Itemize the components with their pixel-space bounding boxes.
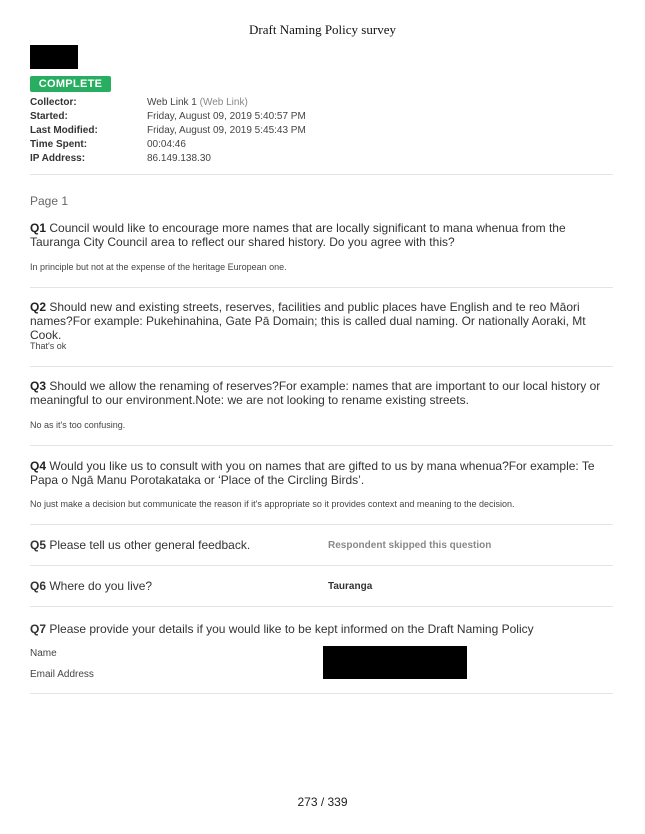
question-text: Should new and existing streets, reserves, facilities and public places have English and te reo Māori names?For example: Pukehinahina, Gate Pā Domain; this is called dual naming. Or nationally Aoraki, Mt Cook. (30, 300, 586, 342)
collector-name: Web Link 1 (147, 97, 197, 108)
question-3 (30, 379, 615, 407)
answer-4: No just make a decision but communicate the reason if it's appropriate so it provides context and meaning to the decision. (30, 499, 515, 509)
question-text: Would you like us to consult with you on names that are gifted to us by mana whenua?For example: Te Papa o Ngā Manu Porotakataka or ‘Place of the Circling Birds’. (30, 459, 595, 487)
meta-key: Last Modified: (30, 125, 98, 136)
divider (30, 366, 613, 367)
question-text: Where do you live? (49, 579, 153, 593)
meta-value: 86.149.138.30 (147, 153, 211, 164)
meta-key: Time Spent: (30, 139, 88, 150)
question-number: Q4 (30, 459, 47, 473)
meta-row-collector (30, 97, 306, 111)
document-title: Draft Naming Policy survey (249, 22, 396, 37)
status-badge: COMPLETE (30, 76, 111, 92)
meta-row-started (30, 111, 306, 125)
question-text: Please provide your details if you would like to be kept informed on the Draft Naming Policy (49, 622, 534, 636)
divider (30, 287, 613, 288)
question-6 (30, 579, 152, 593)
meta-row-last-modified (30, 125, 306, 139)
page-number: 273 / 339 (297, 795, 348, 809)
meta-value: 00:04:46 (147, 139, 186, 150)
question-number: Q6 (30, 579, 47, 593)
question-5 (30, 538, 250, 552)
divider (30, 693, 613, 694)
question-number: Q7 (30, 622, 47, 636)
answer-5-skipped: Respondent skipped this question (328, 540, 492, 551)
divider (30, 565, 613, 566)
answer-6: Tauranga (328, 581, 373, 592)
redacted-logo (30, 45, 78, 69)
question-number: Q3 (30, 379, 47, 393)
question-1 (30, 221, 615, 249)
question-text: Council would like to encourage more names that are locally significant to mana whenua from the Tauranga City Council area to reflect our shared history. Do you agree with this? (30, 221, 566, 249)
answer-1: In principle but not at the expense of the heritage European one. (30, 262, 287, 272)
question-number: Q5 (30, 538, 47, 552)
divider (30, 524, 613, 525)
question-number: Q1 (30, 221, 47, 235)
question-number: Q2 (30, 300, 47, 314)
meta-row-time-spent (30, 139, 306, 153)
answer-2: That's ok (30, 341, 67, 351)
meta-row-ip-address (30, 153, 306, 167)
field-label-name: Name (30, 648, 57, 659)
meta-key: Collector: (30, 97, 77, 108)
meta-value: Friday, August 09, 2019 5:40:57 PM (147, 111, 306, 122)
collector-type: (Web Link) (199, 97, 248, 108)
meta-key: Started: (30, 111, 68, 122)
divider (30, 606, 613, 607)
redacted-contact-details (323, 646, 467, 679)
question-4 (30, 459, 615, 487)
field-label-email: Email Address (30, 669, 94, 680)
divider (30, 445, 613, 446)
meta-key: IP Address: (30, 153, 86, 164)
divider (30, 174, 613, 175)
question-7 (30, 622, 534, 636)
meta-value (147, 97, 248, 111)
page-label: Page 1 (30, 194, 69, 208)
question-text: Please tell us other general feedback. (49, 538, 251, 552)
answer-3: No as it's too confusing. (30, 420, 126, 430)
meta-value: Friday, August 09, 2019 5:45:43 PM (147, 125, 306, 136)
question-2 (30, 300, 615, 342)
question-text: Should we allow the renaming of reserves?For example: names that are important to our local history or meaningful to our environment.Note: we are not looking to rename existing streets. (30, 379, 601, 407)
response-metadata (30, 97, 306, 167)
